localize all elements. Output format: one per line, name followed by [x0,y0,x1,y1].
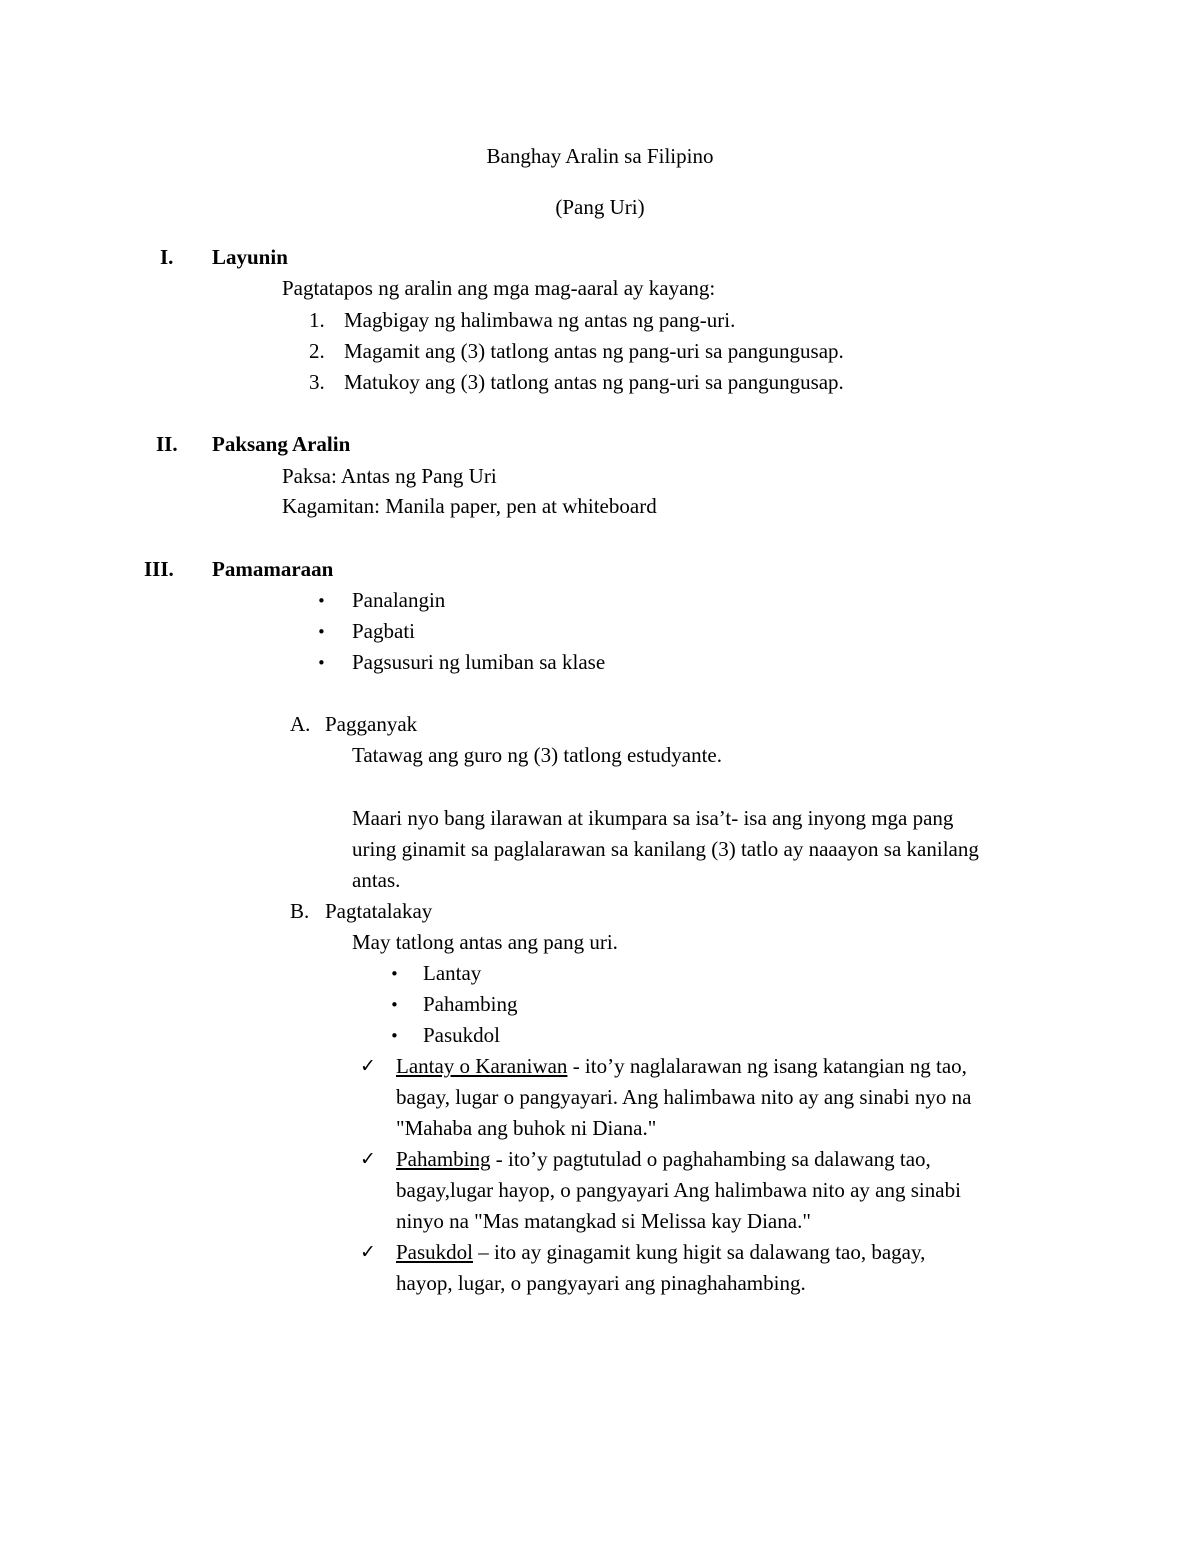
bullet-icon: • [390,965,399,983]
level-item: Pasukdol [423,1023,501,1047]
checkmark-icon: ✓ [360,1241,376,1263]
document-subtitle: (Pang Uri) [555,195,645,219]
checkmark-icon: ✓ [360,1055,376,1077]
kagamitan-line: Kagamitan: Manila paper, pen at whiteboard [282,494,657,518]
objective-number: 1. [309,308,325,332]
section-2-numeral: II. [156,432,178,456]
objective-text: Magbigay ng halimbawa ng antas ng pang-uri. [344,308,736,332]
document-title: Banghay Aralin sa Filipino [486,144,714,168]
preliminary-item: Pagsusuri ng lumiban sa klase [352,650,606,674]
definition-first-line [396,1056,967,1077]
definition-line: ninyo na "Mas matangkad si Melissa kay Diana." [396,1209,811,1233]
section-1-heading: Layunin [212,245,288,269]
definition-term: Pasukdol [396,1240,474,1264]
objective-text: Magamit ang (3) tatlong antas ng pang-uri sa pangungusap. [344,339,844,363]
part-a-line: Tatawag ang guro ng (3) tatlong estudyante. [352,743,723,767]
definition-first-line [396,1149,931,1170]
section-2-heading: Paksang Aralin [212,432,351,456]
part-a-paragraph-line: Maari nyo bang ilarawan at ikumpara sa isa’t- isa ang inyong mga pang [352,806,954,830]
definition-line: bagay,lugar hayop, o pangyayari Ang halimbawa nito ay ang sinabi [396,1178,961,1202]
bullet-icon: • [317,654,326,672]
definition-term: Pahambing [396,1147,491,1171]
definition-text: – ito ay ginagamit kung higit sa dalawang tao, bagay, [473,1240,926,1264]
part-b-letter: B. [290,899,310,923]
bullet-icon: • [317,592,326,610]
objective-number: 2. [309,339,325,363]
definition-text: - ito’y pagtutulad o paghahambing sa dalawang tao, [490,1147,931,1171]
definition-term: Lantay o Karaniwan [396,1054,568,1078]
part-b-intro: May tatlong antas ang pang uri. [352,930,618,954]
section-1-numeral: I. [160,245,174,269]
checkmark-icon: ✓ [360,1148,376,1170]
part-a-letter: A. [290,712,311,736]
bullet-icon: • [390,996,399,1014]
definition-text: - ito’y naglalarawan ng isang katangian ng tao, [567,1054,967,1078]
section-3-numeral: III. [144,557,174,581]
part-b-title: Pagtatalakay [325,899,433,923]
definition-line: "Mahaba ang buhok ni Diana." [396,1116,657,1140]
preliminary-item: Pagbati [352,619,415,643]
paksa-line: Paksa: Antas ng Pang Uri [282,464,497,488]
bullet-icon: • [390,1027,399,1045]
part-a-title: Pagganyak [325,712,418,736]
definition-line: bagay, lugar o pangyayari. Ang halimbawa nito ay ang sinabi nyo na [396,1085,972,1109]
definition-first-line [396,1242,925,1263]
part-a-paragraph-line: antas. [352,868,401,892]
definition-line: hayop, lugar, o pangyayari ang pinaghahambing. [396,1271,806,1295]
preliminary-item: Panalangin [352,588,446,612]
objective-number: 3. [309,370,325,394]
section-3-heading: Pamamaraan [212,557,334,581]
level-item: Pahambing [423,992,518,1016]
objective-text: Matukoy ang (3) tatlong antas ng pang-uri sa pangungusap. [344,370,844,394]
level-item: Lantay [423,961,482,985]
objectives-intro: Pagtatapos ng aralin ang mga mag-aaral ay kayang: [282,276,716,300]
part-a-paragraph-line: uring ginamit sa paglalarawan sa kanilang (3) tatlo ay naaayon sa kanilang [352,837,979,861]
bullet-icon: • [317,623,326,641]
